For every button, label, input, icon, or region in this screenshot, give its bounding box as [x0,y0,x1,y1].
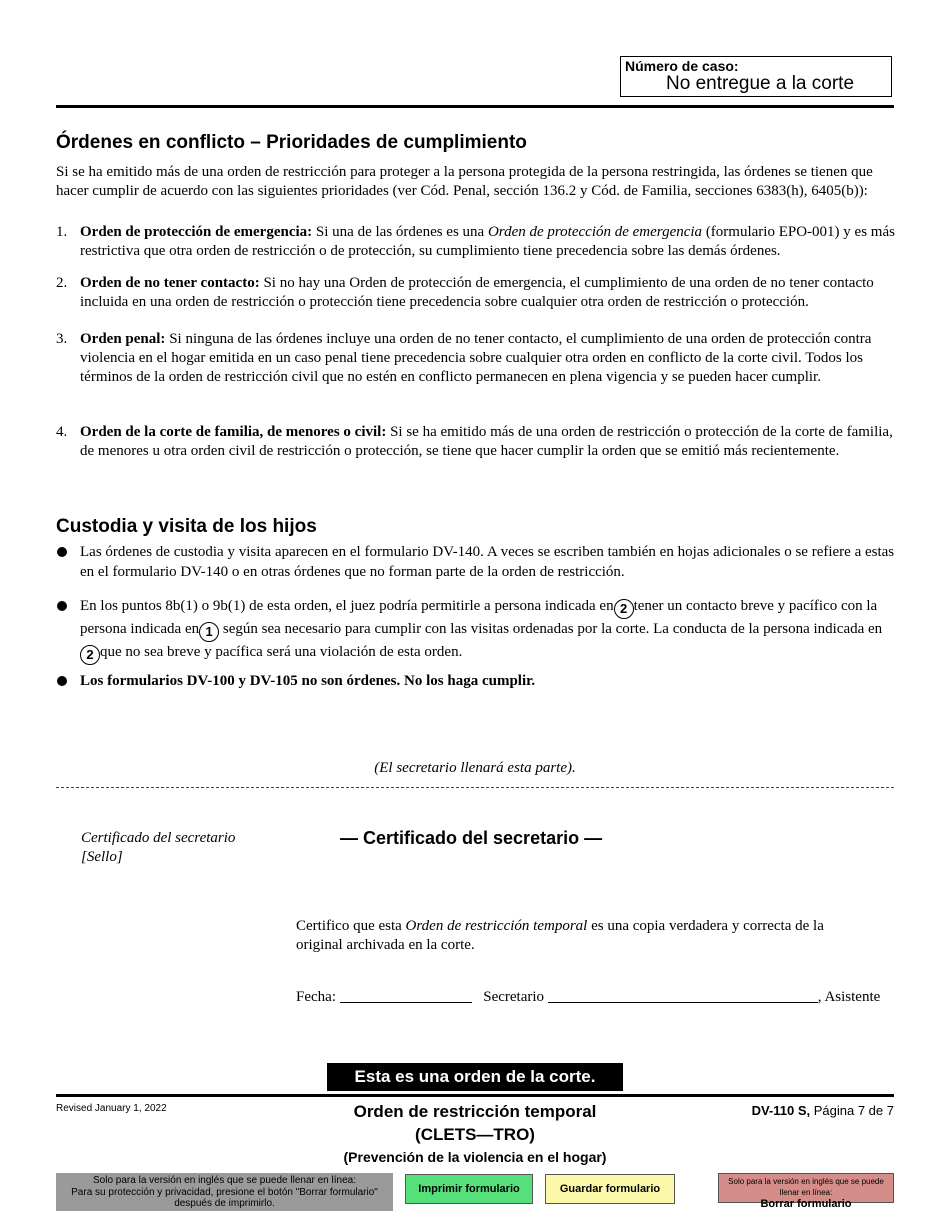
online-form-note [56,1173,393,1211]
clear-button-note: Solo para la versión en inglés que se puede llenar en línea: [728,1177,884,1197]
form-title-line: Orden de restricción temporal [353,1102,597,1121]
conflict-item-3 [56,330,898,387]
item-number: 2. [56,275,68,291]
online-note-line: Para su protección y privacidad, presione el botón "Borrar formulario" [71,1186,378,1198]
circled-number-2-icon: 2 [614,599,634,619]
item-number: 4. [56,424,68,440]
custody-section-title: Custodia y visita de los hijos [56,516,317,537]
bullet-text: que no sea breve y pacífica será una violación de esta orden. [100,644,463,660]
item-number: 3. [56,331,68,347]
item-heading: Orden de protección de emergencia: [80,224,313,240]
date-field[interactable] [340,988,472,1003]
save-form-button[interactable]: Guardar formulario [545,1174,675,1204]
court-order-banner: Esta es una orden de la corte. [327,1063,623,1091]
bullet-text: tener un contacto breve y pacífico con la persona indicada en [80,598,878,637]
item-text: Si ninguna de las órdenes incluye una orden de no tener contacto, el cumplimiento de una orden de protección contra violencia en el hogar emitida en un caso penal tiene precedencia sobre cualquier otra orden en conflicto de la corte civil. Todos los términos de la orden de restricción civil que no estén en conflicto permanecen en plena vigencia y se pueden hacer cumplir. [80,331,872,385]
item-text: Si no hay una Orden de protección de emergencia, el cumplimiento de una orden de no tener contacto incluida en una orden de restricción o protección tiene precedencia sobre cualquier otra orden de restricción o protección. [80,275,874,310]
item-text: (formulario EPO-001) y es más restrictiva que otra orden de restricción o de protección, su cumplimiento tiene precedencia sobre las demás órdenes. [80,224,895,259]
conflict-section-title: Órdenes en conflicto – Prioridades de cumplimiento [56,132,527,153]
item-heading: Orden penal: [80,331,166,347]
bullet-text: Las órdenes de custodia y visita aparecen en el formulario DV-140. A veces se escriben también en hojas adicionales o se refiere a estas en el formulario DV-140 o en otras órdenes que no forman parte de la orden de restricción. [80,544,895,580]
dashed-divider [56,787,894,788]
deputy-label: , Asistente [817,989,881,1005]
seal-label-line: [Sello] [81,849,123,865]
clear-button-label: Borrar formulario [760,1198,852,1210]
conflict-item-2 [56,274,898,312]
item-text: Si se ha emitido más de una orden de restricción o protección de la corte de familia, de menores u otra orden civil de restricción o protección, se tiene que hacer cumplir la orden que se emitió más recientemente. [80,424,893,459]
page-number: Página 7 de 7 [810,1103,894,1118]
clerk-name-field[interactable] [548,988,818,1003]
clerk-certificate-text [296,917,856,955]
circled-number-2-icon: 2 [80,645,100,665]
case-number-value: No entregue a la corte [666,73,855,94]
bullet-text: según sea necesario para cumplir con las visitas ordenadas por la corte. La conducta de la persona indicada en [219,621,883,637]
bullet-dot [57,601,67,611]
case-number-label: Número de caso: [625,58,739,74]
clerk-certificate-title: — Certificado del secretario — [340,828,603,848]
online-note-line: después de imprimirlo. [174,1198,275,1209]
form-subtitle: (Prevención de la violencia en el hogar) [343,1149,607,1165]
custody-bullet-3 [56,671,898,691]
online-note-line: Solo para la versión en inglés que se puede llenar en línea: [93,1175,356,1186]
conflict-intro: Si se ha emitido más de una orden de restricción para proteger a la persona protegida de la persona restringida, las órdenes se tienen que hacer cumplir de acuerdo con las siguientes prioridades (ver Cód. Penal, sección 136.2 y Cód. de Familia, secciones 6383(h), 6405(b)): [56,164,873,199]
custody-bullet-1 [56,542,898,582]
bullet-text: Los formularios DV-100 y DV-105 no son órdenes. No los haga cumplir. [80,673,536,689]
conflict-item-4 [56,423,898,461]
item-number: 1. [56,224,68,240]
print-form-button[interactable]: Imprimir formulario [405,1174,533,1204]
seal-label [81,829,235,867]
date-label: Fecha: [296,989,336,1005]
item-text: Si una de las órdenes es una [312,224,488,240]
circled-number-1-icon: 1 [199,622,219,642]
bullet-dot [57,547,67,557]
bullet-text: En los puntos 8b(1) o 9b(1) de esta orden, el juez podría permitirle a persona indicada en [80,598,614,614]
item-heading: Orden de la corte de familia, de menores o civil: [80,424,387,440]
revised-date: Revised January 1, 2022 [56,1103,167,1114]
item-italic-text: Orden de protección de emergencia [487,224,703,240]
signature-line [296,988,880,1006]
clerk-label: Secretario [483,989,545,1005]
cert-text: es una copia verdadera y correcta de la original archivada en la corte. [296,918,824,953]
clerk-note: (El secretario llenará esta parte). [374,760,576,776]
form-id: DV-110 S, [751,1103,811,1118]
form-title-line: (CLETS—TRO) [415,1125,535,1144]
bullet-dot [57,676,67,686]
clear-form-button[interactable] [718,1173,894,1210]
seal-label-line: Certificado del secretario [81,830,236,846]
page-identifier [752,1103,894,1118]
conflict-item-1 [56,223,898,261]
case-number-box [620,56,892,97]
custody-bullet-2 [56,596,898,665]
cert-italic-text: Orden de restricción temporal [405,918,588,934]
item-heading: Orden de no tener contacto: [80,275,260,291]
header-rule [56,105,894,108]
form-title [300,1100,650,1146]
footer-rule [56,1094,894,1097]
cert-text: Certifico que esta [296,918,406,934]
